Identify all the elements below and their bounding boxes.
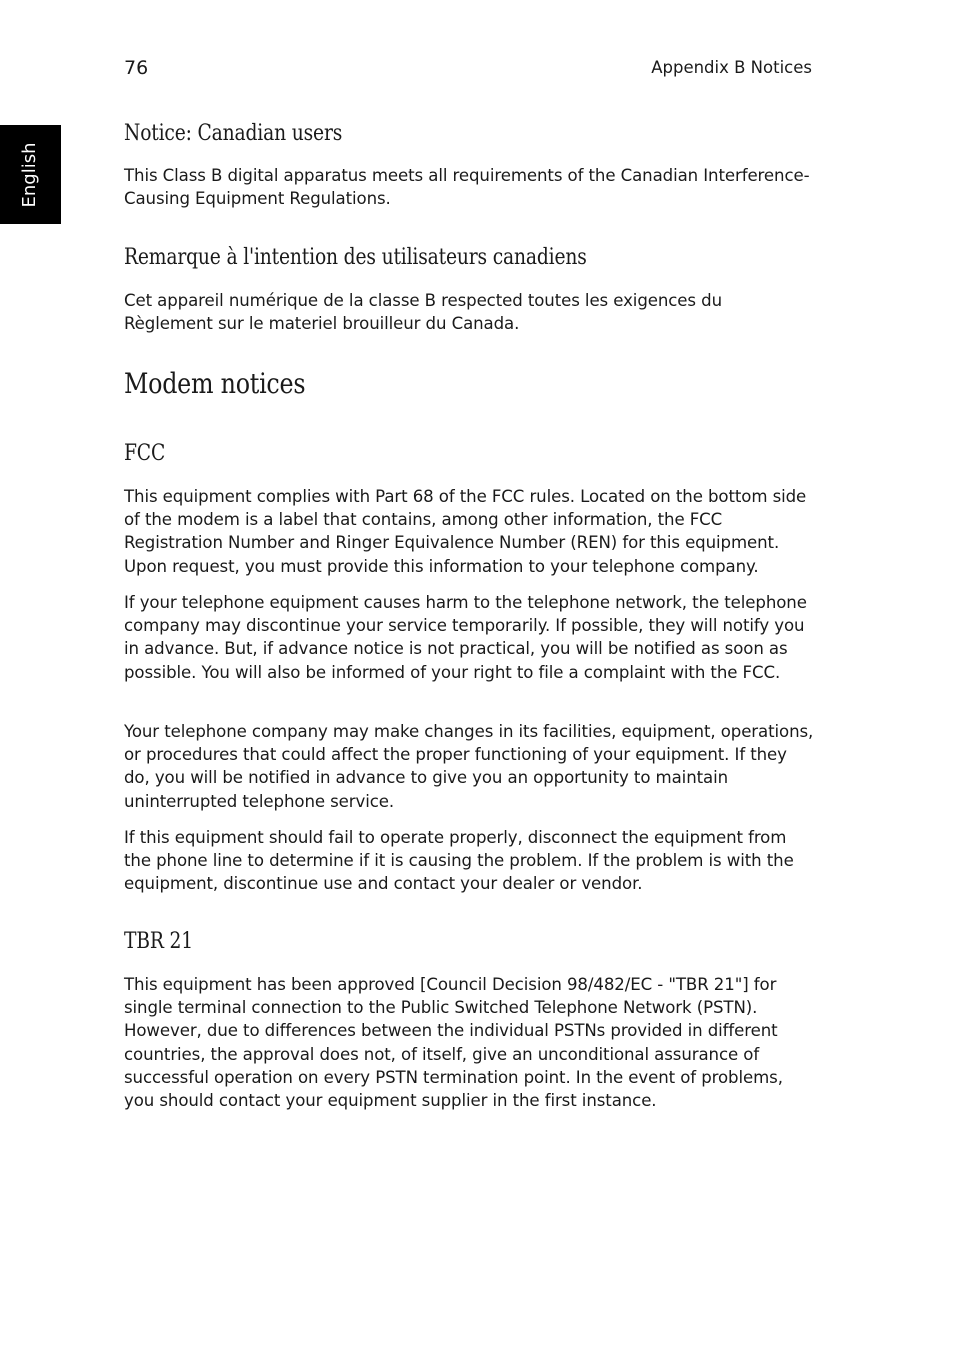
- heading-canadian-users: Notice: Canadian users: [124, 121, 343, 146]
- page-number: 76: [124, 57, 149, 79]
- paragraph-fcc-3: Your telephone company may make changes in its facilities, equipment, operations, or procedures that could affect the proper functioning of your equipment. If they do, you will be notified in advance to give you an opportunity to maintain uninterrupted telephone service.: [124, 722, 814, 811]
- paragraph-fcc-2: If your telephone equipment causes harm to the telephone network, the telephone company may discontinue your service temporarily. If possible, they will notify you in advance. But, if advance notice is not practical, you will be notified as soon as possible. You will also be informed of your right to file a complaint with the FCC.: [124, 593, 807, 682]
- heading-tbr21: TBR 21: [124, 929, 194, 954]
- language-tab: [0, 125, 61, 224]
- running-header: Appendix B Notices: [651, 58, 812, 77]
- heading-modem-notices: Modem notices: [124, 367, 306, 400]
- paragraph-canadian-users-fr: Cet appareil numérique de la classe B respected toutes les exigences du Règlement sur le materiel brouilleur du Canada.: [124, 291, 722, 334]
- paragraph-canadian-users: This Class B digital apparatus meets all requirements of the Canadian Interference-Causing Equipment Regulations.: [124, 166, 810, 209]
- language-tab-label: English: [19, 142, 40, 208]
- heading-canadian-users-fr: Remarque à l'intention des utilisateurs canadiens: [124, 245, 587, 270]
- heading-fcc: FCC: [124, 441, 166, 466]
- paragraph-tbr21: This equipment has been approved [Council Decision 98/482/EC - "TBR 21"] for single terminal connection to the Public Switched Telephone Network (PSTN). However, due to differences between the individual PSTNs provided in different countries, the approval does not, of itself, give an unconditional assurance of successful operation on every PSTN termination point. In the event of problems, you should contact your equipment supplier in the first instance.: [124, 975, 783, 1111]
- paragraph-fcc-4: If this equipment should fail to operate properly, disconnect the equipment from the phone line to determine if it is causing the problem. If the problem is with the equipment, discontinue use and contact your dealer or vendor.: [124, 828, 794, 894]
- paragraph-fcc-1: This equipment complies with Part 68 of the FCC rules. Located on the bottom side of the modem is a label that contains, among other information, the FCC Registration Number and Ringer Equivalence Number (REN) for this equipment. Upon request, you must provide this information to your telephone company.: [124, 487, 807, 576]
